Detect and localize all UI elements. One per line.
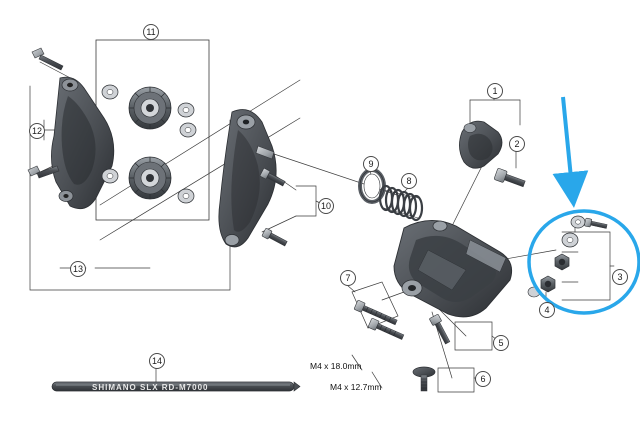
callout-11: 11	[143, 24, 159, 40]
callout-8: 8	[401, 173, 417, 189]
callout-2: 2	[509, 136, 525, 152]
callout-3: 3	[612, 269, 628, 285]
part-pulley-upper	[102, 85, 196, 137]
dimension-label-m4-18: M4 x 18.0mm	[310, 361, 362, 371]
dimension-label-m4-127: M4 x 12.7mm	[330, 382, 382, 392]
part-derailleur-body	[394, 220, 512, 316]
callout-9: 9	[363, 156, 379, 172]
callout-10: 10	[318, 198, 334, 214]
callout-13: 13	[70, 261, 86, 277]
brand-text: SHIMANO SLX RD-M7000	[92, 383, 209, 392]
callout-4: 4	[539, 302, 555, 318]
part-cage-bolt-top	[32, 48, 63, 70]
callout-5: 5	[493, 335, 509, 351]
callout-1: 1	[487, 83, 503, 99]
part-adjust-screws	[354, 300, 405, 342]
callout-12: 12	[29, 123, 45, 139]
part-b-tension-screw	[413, 367, 435, 391]
part-small-hardware-group	[528, 216, 608, 297]
callout-7: 7	[340, 270, 356, 286]
part-inner-cage-plate	[219, 110, 276, 247]
callout-14: 14	[149, 353, 165, 369]
part-mount-link	[459, 121, 502, 168]
part-mount-bolt	[494, 168, 526, 190]
callout-6: 6	[475, 371, 491, 387]
part-pulley-lower	[102, 157, 194, 203]
